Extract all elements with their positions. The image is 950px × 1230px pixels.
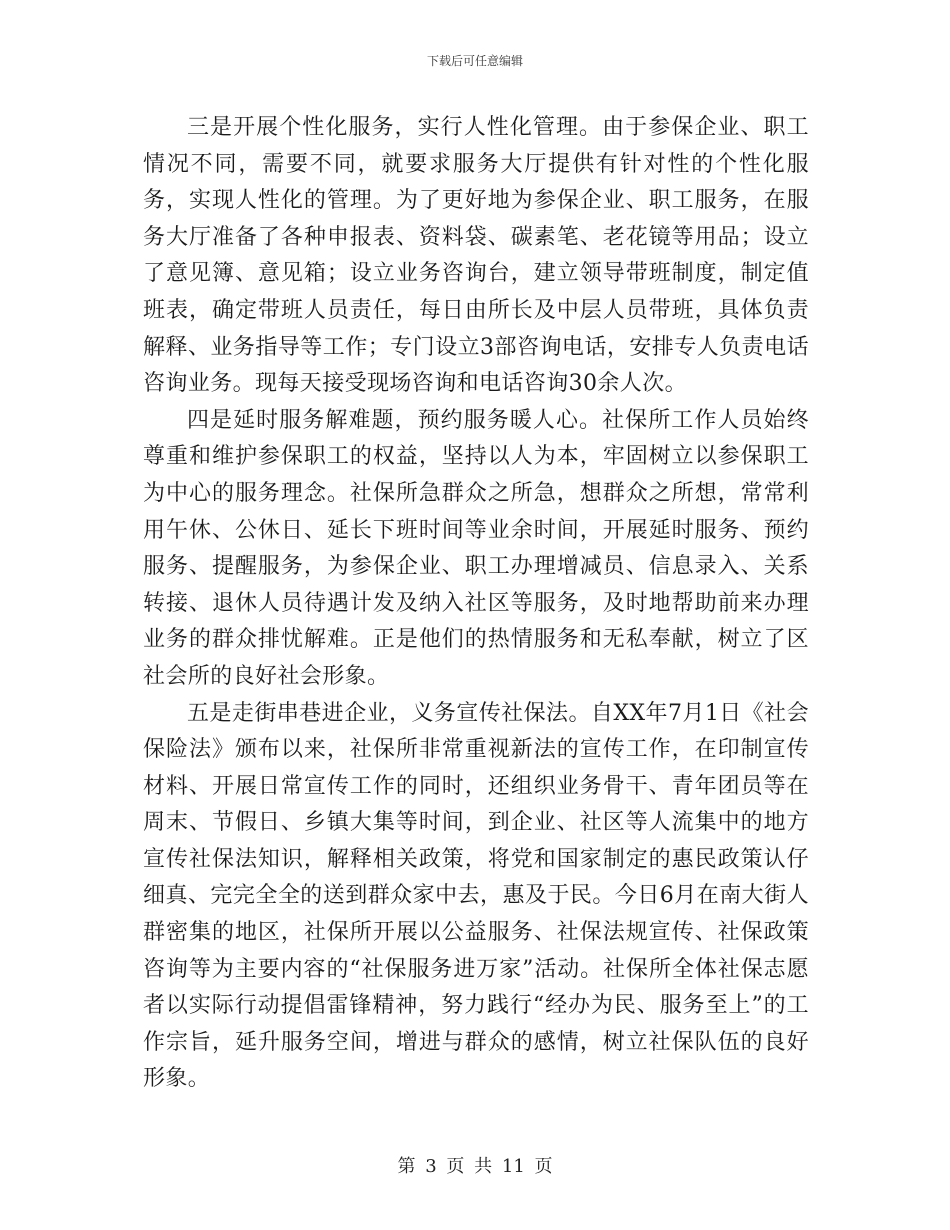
- page-header-note: 下载后可任意编辑: [426, 54, 523, 68]
- paragraph-five: 五是走街串巷进企业，义务宣传社保法。自XX年7月1日《社会保险法》颁布以来，社保所非常重视新法的宣传工作，在印制宣传材料、开展日常宣传工作的同时，还组织业务骨干、青年团员等在周末、节假日、乡镇大集等时间，到企业、社区等人流集中的地方宣传社保法知识，解释相关政策，将党和国家制定的惠民政策认仔细真、完完全全的送到群众家中去，惠及于民。今日6月在南大街人群密集的地区，社保所开展以公益服务、社保法规宣传、社保政策咨询等为主要内容的“社保服务进万家”活动。社保所全体社保志愿者以实际行动提倡雷锋精神，努力践行“经办为民、服务至上”的工作宗旨，延升服务空间，增进与群众的感情，树立社保队伍的良好形象。: [143, 700, 809, 1092]
- footer-total-pages: 11: [501, 1156, 525, 1177]
- footer-ye: 页: [446, 1156, 465, 1177]
- paragraph-four: 四是延时服务解难题，预约服务暖人心。社保所工作人员始终尊重和维护参保职工的权益，坚持以人为本，牢固树立以参保职工为中心的服务理念。社保所急群众之所急，想群众之所想，常常利用午休、公休日、延长下班时间等业余时间，开展延时服务、预约服务、提醒服务，为参保企业、职工办理增减员、信息录入、关系转接、退休人员待遇计发及纳入社区等服务，及时地帮助前来办理业务的群众排忧解难。正是他们的热情服务和无私奉献，树立了区社会所的良好社会形象。: [143, 407, 809, 689]
- footer-gong: 共: [474, 1156, 493, 1177]
- paragraph-three: 三是开展个性化服务，实行人性化管理。由于参保企业、职工情况不同，需要不同，就要求服务大厅提供有针对性的个性化服务，实现人性化的管理。为了更好地为参保企业、职工服务，在服务大厅准备了各种申报表、资料袋、碳素笔、老花镜等用品；设立了意见簿、意见箱；设立业务咨询台，建立领导带班制度，制定值班表，确定带班人员责任，每日由所长及中层人员带班，具体负责解释、业务指导等工作；专门设立3部咨询电话，安排专人负责电话咨询业务。现每天接受现场咨询和电话咨询30余人次。: [143, 115, 809, 397]
- footer-page-number: 3: [425, 1156, 437, 1177]
- document-body: [143, 110, 809, 1098]
- page-footer: [0, 1152, 950, 1178]
- footer-ye-end: 页: [534, 1156, 553, 1177]
- footer-di: 第: [397, 1156, 416, 1177]
